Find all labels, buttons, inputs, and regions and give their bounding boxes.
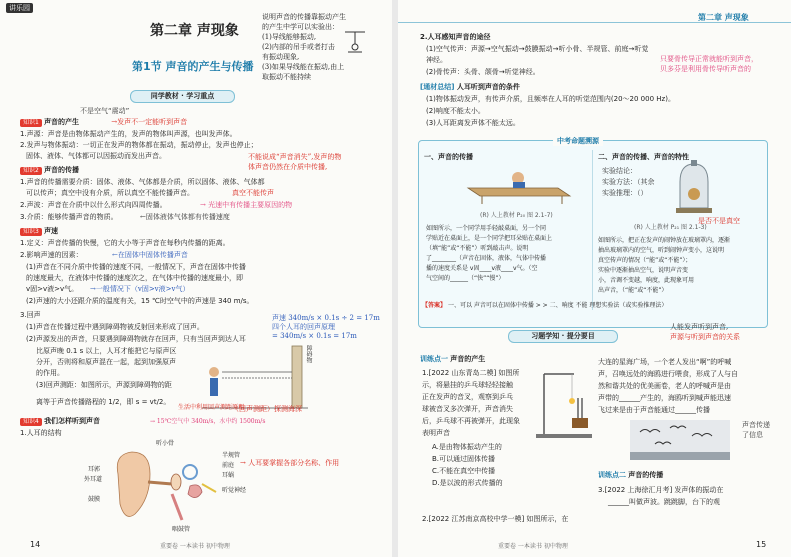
practice-banner: 习题学知 · 提分要目: [508, 330, 618, 343]
knowledge-3-heading: 知识3 声速: [20, 226, 378, 236]
echo-diagram-icon: [200, 342, 310, 412]
left-page-number: 14: [30, 540, 41, 549]
k4-line1: 1.人耳的结构: [20, 429, 62, 437]
exam-source-title: 中考命题溯源: [553, 136, 603, 146]
note-red4: 生活中利用回声测距原理: [178, 404, 245, 411]
note-blue5: → 15℃空气中 340m/s，水中约 1500m/s: [150, 418, 266, 425]
r-line1: (1)空气传声：声源→空气振动→鼓膜振动→听小骨、半规管、前庭→听觉: [426, 45, 649, 53]
note-ear: → 人耳要掌握各部分名称、作用: [240, 459, 340, 467]
note-red5: （回声测距）探测海深: [232, 405, 302, 413]
ear-label-tube: 咽鼓管: [172, 526, 191, 533]
k2-line3: 3.介质：能够传播声音的物质。: [20, 213, 118, 221]
ear-label-vestibule: 前庭: [222, 462, 235, 469]
training-point-2: 训练点二 声音的传播: [598, 471, 664, 479]
k3-line3: (1)声音在不同介质中传播的速度不同，一般情况下，声音在固体中传播: [26, 263, 246, 271]
card1-text: 如图所示，一个同学用手轻敲桌面，另一个同 学贴近在桌面上，是一个同学把耳朵贴在桌面上 （填“能”或“不能”）听到敲击声。说明 了________（声音在固体，液体，气体中传播 播的速度关系是 v固____v液____v气。（空 气空间的______（“快”“慢”）: [426, 225, 553, 282]
card2-text: 如图所示，把正在发声的闹钟放在玻璃罩内，逐渐 抽出玻璃罩内的空气，听到闹钟声变小，这说明 真空传声的情况（“能”或“不能”）； 实验中逐渐抽出空气，说明声音变 小，音调不变越，响度，此现象可用 出声音，（“能”或“不能”）: [598, 237, 731, 294]
k3-echo-2c: 分开，否则将和原声混在一起，起到加强原声: [36, 358, 176, 366]
header-rule: [398, 22, 791, 23]
k1-line1: 1.声源：声音是由物体振动产生的，发声的物体叫声源，也叫发声体。: [20, 130, 237, 138]
note-vacuum: 真空不能传声: [232, 189, 274, 197]
r-line3: (1)物体振动发声，有传声介质，且频率在人耳的听觉范围内(20～20 000 Hz)。: [426, 95, 675, 103]
card2-note: 实验结论： 实验方法：（其余 实验推理：（）: [602, 167, 655, 197]
question-right-column: 大连的星海广场，一个老人发出“啊”的呼喊 声，召唤远处的海鸥进行喂食，形成了人与自 然和谐共处的优美画卷，老人的呼喊声是由 声带的______产生的，海鸥听到喊声能迅速 飞过来是由于声音能通过______传播: [598, 358, 738, 414]
bell-jar-icon: [674, 160, 714, 215]
k3-echo-3b: 离等于声音传播路程的 1/2，即 s = vt/2。: [36, 398, 171, 406]
photo-note: 声音传递 了信息: [742, 421, 770, 439]
table-experiment-icon: [458, 166, 578, 206]
practice-note: 人能发声听到声音, 声源与听到声音的关系: [670, 323, 740, 341]
ear-label-cochlea: 耳蜗: [222, 472, 235, 479]
ear-label-eardrum: 鼓膜: [88, 496, 101, 503]
seagulls-photo-icon: [630, 420, 730, 460]
k3-echo-title: 3.回声: [20, 311, 41, 319]
note-blue3: ←在固体中固体传播声音: [112, 251, 188, 259]
ear-label-auricle: 耳郭: [88, 466, 101, 473]
card1-caption: (R) 人上教材 P₂₀ 图 2.1-7): [480, 212, 553, 219]
card2-red-note: 是否不是真空: [698, 217, 740, 225]
note-bone-conduction: 只要骨传导正常就能听到声音， 贝多芬是利用骨传导听声音的: [660, 55, 758, 73]
training-point-1: 训练点一 声音的产生: [420, 355, 486, 363]
r-line5: (3)人耳距离发声体不能太远。: [426, 119, 520, 127]
k2-line2: 2.声波：声音在介质中以什么形式向四周传播。: [20, 201, 167, 209]
study-banner: 同学教材 · 学习重点: [130, 90, 235, 103]
knowledge-2-heading: 知识2 声音的传播: [20, 165, 378, 175]
question-2: 2.[2022 江苏南京高校中学一模] 如图所示，在: [422, 515, 569, 523]
right-footer: 重要卷 一本读书 初中物理: [498, 543, 568, 550]
r-line4: (2)响度不能太小。: [426, 107, 485, 115]
note-blue2: ←固体液体气体都有传播速度: [140, 213, 230, 221]
note-top-right: 说明声音的传播靠振动产生 的产生中学可以实验出： (1)导线能够振动, (2)内部的吊手或者打击 有振动现象, (3)如果导线能在振动,由上 取振动不能持续: [262, 13, 346, 81]
ear-diagram-icon: [110, 444, 220, 534]
answer-line: 【答案】 一、可以 声音可以在固体中传播 > > 二、响度 不能 理想实验法（或实验推理法）: [422, 302, 668, 309]
card2-title: 二、声音的传播、声音的特性: [598, 153, 689, 161]
wall-label: 障碍物: [305, 345, 312, 363]
note-echo-calc: 声速 340m/s × 0.1s ÷ 2 = 17m 四个人耳的回声原理 = 340m/s × 0.1s = 17m: [272, 314, 380, 340]
left-page: [0, 0, 392, 557]
knowledge-1-heading: 知识1 声音的产生 →发声不一定能听到声音: [20, 117, 378, 127]
r-h1: 2.人耳感知声音的途径: [420, 33, 491, 41]
logo: 讲乐园: [6, 3, 33, 13]
r-line2: (2)骨传声：头骨、颌骨→听觉神经。: [426, 68, 540, 76]
ear-label-canal: 外耳道: [84, 476, 103, 483]
summary-heading: [通材总结] 人耳听到声音的条件: [420, 83, 520, 91]
k3-echo-2d: 的作用。: [36, 369, 64, 377]
r-line1b: 神经。: [426, 56, 447, 64]
card-divider: [592, 150, 593, 310]
k2-line1b: 可以传声；真空中没有介质，所以真空不能传播声音。: [26, 189, 194, 197]
k3-echo-1: (1)声音在传播过程中遇到障碍物被反射回来形成了回声。: [26, 323, 204, 331]
ear-label-nerve: 听觉神经: [222, 487, 247, 494]
k3-line3c: v固>v液>v气。: [26, 285, 79, 293]
note-not-disappear: 不能说成“声音消失”,发声的物 体声音仍然在介质中传播,: [248, 153, 342, 171]
note-blue4: →一般情况下（v固>v液>v气）: [90, 285, 190, 293]
card1-title: 一、声音的传播: [424, 153, 473, 161]
k3-echo-2: (2)声源发出的声音，只要遇到障碍物就存在回声，只有当回声到达人耳: [26, 335, 246, 343]
k3-echo-2b: 比原声晚 0.1 s 以上，人耳才能把它与原声区: [36, 347, 177, 355]
ear-label-canals: 半规管: [222, 452, 241, 459]
question-3: 3.[2022 上海徐汇月考] 发声体的振动在 ______叫做声波。跳跳脚，台下的观: [598, 486, 724, 506]
section-title: 第1节 声音的产生与传播: [132, 60, 254, 73]
k3-line2: 2.影响声速的因素：: [20, 251, 83, 259]
note-blue1: → 光速中有传播主要原因的物: [200, 201, 293, 209]
k3-line3b: 的速度最大，在液体中传播的速度次之，在气体中传播的速度最小，即: [26, 274, 243, 282]
tuning-fork-sketch-icon: [340, 30, 370, 60]
right-page: [398, 0, 791, 557]
chapter-title: 第二章 声现象: [150, 23, 239, 39]
k2-line1: 1.声音的传播需要介质：固体、液体、气体都是介质，所以固体、液体、气体都: [20, 178, 265, 186]
right-page-number: 15: [756, 540, 767, 549]
question-1-options: A.是由物体振动产生的 B.可以通过固体传播 C.不能在真空中传播 D.是以波的形式传播的: [432, 443, 503, 487]
k3-line1: 1.定义：声音传播的快慢，它的大小等于声音在每秒内传播的距离。: [20, 239, 230, 247]
k3-line4: (2)声速的大小还跟介质的温度有关，15 ℃时空气中的声速是 340 m/s。: [26, 297, 254, 305]
k3-echo-3: (3)回声测距：如图所示，声源到障碍物的距: [36, 381, 172, 389]
note-not-air: 不是空气“震动”: [80, 107, 130, 115]
k1-line2: 2.发声与物体振动：一切正在发声的物体都在振动，振动停止，发声也停止；: [20, 141, 258, 149]
knowledge-4-heading: 知识4 我们怎样听到声音: [20, 416, 378, 426]
question-1: 1.[2022 山东青岛二模] 如图所 示，将悬挂的乒乓球轻轻接触 正在发声的音叉，观察到乒乓 球被音叉多次弹开，声音消失 后，乒乓球不再被弹开，此现象 表明声音: [422, 369, 520, 437]
tuning-fork-stand-icon: [534, 368, 594, 440]
right-header: 第二章 声现象: [698, 13, 749, 22]
ear-label-ossicles: 听小骨: [156, 440, 175, 447]
left-footer: 重要卷 一本读书 初中物理: [160, 543, 230, 550]
k1-line2b: 固体、液体、气体都可以因振动而发出声音。: [26, 152, 166, 160]
card2-caption: (R) 人上教材 P₂₁ 图 2.1-3): [634, 224, 707, 231]
